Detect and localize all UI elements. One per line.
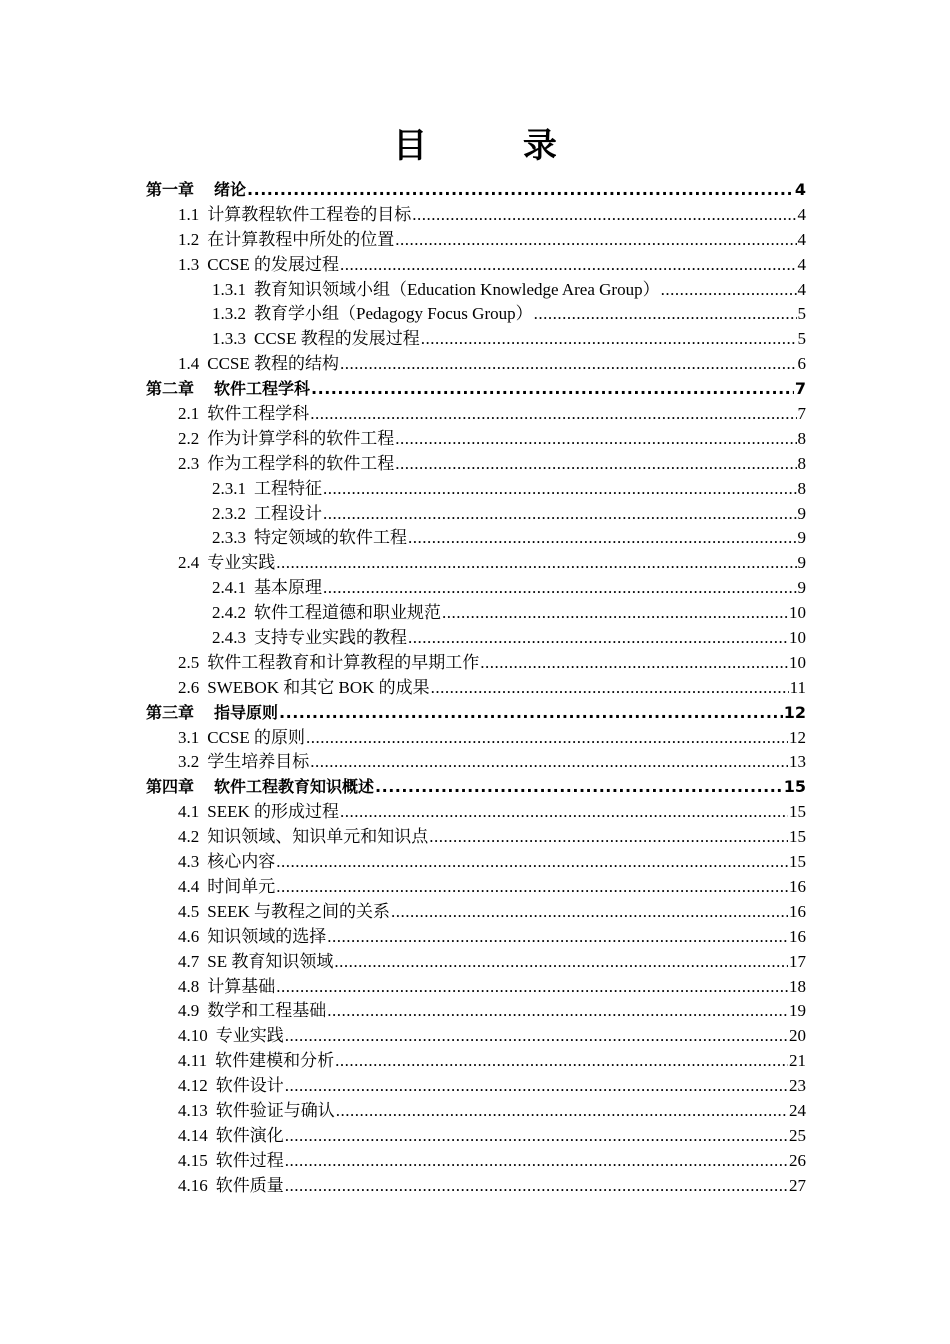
toc-entry-title: 软件工程学科 [214, 379, 311, 399]
toc-entry-title: 计算基础 [207, 976, 276, 996]
toc-section-entry[interactable] [146, 800, 806, 825]
toc-entry-number: 1.2 [178, 229, 200, 249]
toc-entry-number: 1.3.1 [212, 279, 246, 299]
toc-dot-leader [340, 800, 788, 825]
toc-entry-title: 教育学小组（Pedagogy Focus Group） [254, 304, 533, 324]
toc-entry-number: 4.10 [178, 1026, 208, 1046]
toc-entry-number: 2.3 [178, 453, 200, 473]
toc-page-number: 10 [789, 628, 806, 648]
toc-entry-number: 4.7 [178, 951, 200, 971]
toc-entry-number: 4.4 [178, 876, 200, 896]
toc-section-entry[interactable] [146, 1024, 806, 1049]
toc-subsection-entry[interactable] [146, 626, 806, 651]
toc-page-number: 5 [797, 304, 806, 324]
toc-entry-title: 知识领域的选择 [207, 926, 327, 946]
toc-dot-leader [323, 576, 797, 601]
toc-dot-leader [276, 875, 788, 900]
toc-entry-title: 作为计算学科的软件工程 [207, 428, 395, 448]
toc-page-number: 11 [789, 677, 806, 697]
toc-entry-number: 1.3 [178, 254, 200, 274]
toc-section-entry[interactable] [146, 676, 806, 701]
toc-entry-number: 第三章 [146, 702, 195, 722]
toc-entry-number: 1.1 [178, 204, 200, 224]
toc-section-entry[interactable] [146, 999, 806, 1024]
toc-dot-leader [442, 601, 788, 626]
toc-page-number: 9 [797, 528, 806, 548]
toc-section-entry[interactable] [146, 1049, 806, 1074]
toc-dot-leader [279, 701, 783, 726]
toc-section-entry[interactable] [146, 228, 806, 253]
toc-entry-title: CCSE 的原则 [207, 727, 306, 747]
toc-page-number: 26 [789, 1150, 806, 1170]
toc-entry-number: 2.2 [178, 428, 200, 448]
toc-page-number: 18 [789, 976, 806, 996]
toc-entry-number: 3.1 [178, 727, 200, 747]
toc-page-number: 15 [783, 777, 806, 797]
toc-entry-title: 软件质量 [215, 1175, 284, 1195]
toc-dot-leader [534, 302, 797, 327]
toc-page-number: 5 [797, 329, 806, 349]
toc-entry-title: 计算教程软件工程卷的目标 [207, 204, 412, 224]
toc-entry-number: 2.4 [178, 553, 200, 573]
toc-dot-leader [323, 502, 797, 527]
toc-dot-leader [395, 427, 796, 452]
toc-section-entry[interactable] [146, 850, 806, 875]
toc-entry-number: 第一章 [146, 180, 195, 199]
toc-section-entry[interactable] [146, 651, 806, 676]
toc-entry-title: 基本原理 [254, 578, 322, 598]
toc-entry-number: 1.3.2 [212, 304, 246, 324]
toc-dot-leader [285, 1124, 788, 1149]
toc-section-entry[interactable] [146, 1074, 806, 1099]
toc-dot-leader [340, 253, 796, 278]
toc-entry-title: 绪论 [214, 180, 247, 199]
toc-entry-title: CCSE 教程的发展过程 [254, 329, 420, 349]
toc-page-number: 24 [789, 1100, 806, 1120]
toc-subsection-entry[interactable] [146, 526, 806, 551]
toc-page-number: 19 [789, 1001, 806, 1021]
toc-section-entry[interactable] [146, 750, 806, 775]
toc-subsection-entry[interactable] [146, 576, 806, 601]
toc-entry-number: 4.6 [178, 926, 200, 946]
toc-dot-leader [323, 477, 797, 502]
toc-subsection-entry[interactable] [146, 502, 806, 527]
toc-entry-number: 2.3.2 [212, 503, 246, 523]
toc-entry-title: 软件工程道德和职业规范 [254, 603, 441, 623]
toc-entry-number: 4.13 [178, 1100, 208, 1120]
toc-dot-leader [327, 925, 788, 950]
toc-page-number: 9 [797, 553, 806, 573]
toc-page-number: 8 [797, 478, 806, 498]
toc-entry-number: 2.3.3 [212, 528, 246, 548]
toc-entry-title: 教育知识领域小组（Education Knowledge Area Group） [254, 279, 660, 299]
toc-section-entry[interactable] [146, 1149, 806, 1174]
toc-entry-title: SE 教育知识领域 [207, 951, 334, 971]
toc-dot-leader [310, 402, 796, 427]
toc-entry-title: 软件验证与确认 [215, 1100, 335, 1120]
toc-section-entry[interactable] [146, 925, 806, 950]
toc-page-number: 20 [789, 1026, 806, 1046]
toc-entry-title: 专业实践 [215, 1026, 284, 1046]
toc-page-number: 4 [797, 279, 806, 299]
toc-dot-leader [310, 750, 788, 775]
toc-entry-title: 软件过程 [215, 1150, 284, 1170]
toc-entry-number: 2.4.3 [212, 628, 246, 648]
toc-entry-number: 第四章 [146, 777, 195, 797]
toc-subsection-entry[interactable] [146, 302, 806, 327]
toc-entry-number: 4.5 [178, 901, 200, 921]
toc-dot-leader [408, 626, 788, 651]
page-title: 目 录 [393, 126, 599, 166]
toc-entry-title: 知识领域、知识单元和知识点 [207, 827, 429, 847]
toc-dot-leader [412, 203, 796, 228]
toc-dot-leader [340, 352, 796, 377]
toc-entry-number: 4.8 [178, 976, 200, 996]
toc-entry-number: 2.6 [178, 677, 200, 697]
toc-entry-title: SWEBOK 和其它 BOK 的成果 [207, 677, 430, 697]
toc-section-entry[interactable] [146, 203, 806, 228]
toc-entry-number: 第二章 [146, 379, 195, 399]
toc-page-number: 21 [789, 1051, 806, 1071]
toc-page-number: 6 [797, 354, 806, 374]
toc-entry-title: 特定领域的软件工程 [254, 528, 407, 548]
toc-section-entry[interactable] [146, 1174, 806, 1199]
toc-entry-title: 在计算教程中所处的位置 [207, 229, 395, 249]
toc-dot-leader [285, 1149, 788, 1174]
toc-dot-leader [480, 651, 788, 676]
toc-section-entry[interactable] [146, 1124, 806, 1149]
toc-section-entry[interactable] [146, 1099, 806, 1124]
toc-subsection-entry[interactable] [146, 477, 806, 502]
toc-page-number: 15 [789, 852, 806, 872]
toc-page-number: 8 [797, 453, 806, 473]
toc-dot-leader [276, 975, 788, 1000]
toc-dot-leader [247, 178, 794, 203]
toc-entry-title: 软件建模和分析 [215, 1051, 335, 1071]
toc-entry-number: 4.14 [178, 1125, 208, 1145]
toc-dot-leader [335, 1049, 788, 1074]
toc-entry-title: CCSE 教程的结构 [207, 354, 340, 374]
toc-entry-number: 4.16 [178, 1175, 208, 1195]
toc-section-entry[interactable] [146, 950, 806, 975]
toc-dot-leader [395, 452, 796, 477]
toc-page-number: 12 [789, 727, 806, 747]
toc-section-entry[interactable] [146, 253, 806, 278]
toc-page-number: 17 [789, 951, 806, 971]
toc-subsection-entry[interactable] [146, 278, 806, 303]
toc-entry-title: 软件工程学科 [207, 404, 310, 424]
toc-entry-number: 1.4 [178, 354, 200, 374]
toc-entry-number: 2.4.1 [212, 578, 246, 598]
toc-page-number: 4 [794, 180, 806, 199]
table-of-contents [146, 178, 806, 1199]
toc-dot-leader [285, 1024, 788, 1049]
toc-entry-number: 4.3 [178, 852, 200, 872]
toc-dot-leader [285, 1074, 788, 1099]
toc-dot-leader [276, 551, 796, 576]
toc-section-entry[interactable] [146, 900, 806, 925]
toc-chapter-entry[interactable] [146, 775, 806, 800]
toc-page-number: 15 [789, 802, 806, 822]
toc-entry-title: 软件工程教育和计算教程的早期工作 [207, 652, 480, 672]
toc-section-entry[interactable] [146, 402, 806, 427]
toc-section-entry[interactable] [146, 427, 806, 452]
toc-dot-leader [429, 825, 788, 850]
toc-dot-leader [311, 377, 794, 402]
toc-entry-number: 4.2 [178, 827, 200, 847]
toc-page-number: 7 [794, 379, 806, 399]
toc-chapter-entry[interactable] [146, 178, 806, 203]
toc-chapter-entry[interactable] [146, 701, 806, 726]
toc-page-number: 4 [797, 204, 806, 224]
toc-entry-title: SEEK 的形成过程 [207, 802, 339, 822]
toc-page-number: 4 [797, 254, 806, 274]
toc-entry-title: 作为工程学科的软件工程 [207, 453, 395, 473]
toc-entry-title: 学生培养目标 [207, 752, 310, 772]
toc-dot-leader [336, 1099, 788, 1124]
toc-section-entry[interactable] [146, 825, 806, 850]
toc-subsection-entry[interactable] [146, 327, 806, 352]
toc-dot-leader [334, 950, 788, 975]
toc-dot-leader [306, 726, 788, 751]
toc-page-number: 25 [789, 1125, 806, 1145]
toc-dot-leader [421, 327, 797, 352]
toc-entry-number: 4.11 [178, 1051, 208, 1071]
toc-page-number: 12 [783, 702, 806, 722]
toc-entry-number: 2.3.1 [212, 478, 246, 498]
toc-entry-title: SEEK 与教程之间的关系 [207, 901, 390, 921]
toc-page-number: 16 [789, 901, 806, 921]
toc-subsection-entry[interactable] [146, 601, 806, 626]
toc-entry-title: 时间单元 [207, 876, 276, 896]
toc-dot-leader [391, 900, 788, 925]
toc-entry-number: 2.4.2 [212, 603, 246, 623]
toc-entry-title: 核心内容 [207, 852, 276, 872]
toc-dot-leader [431, 676, 789, 701]
toc-page-number: 13 [789, 752, 806, 772]
toc-page-number: 9 [797, 503, 806, 523]
toc-chapter-entry[interactable] [146, 377, 806, 402]
toc-entry-title: 指导原则 [214, 702, 279, 722]
toc-page-number: 15 [789, 827, 806, 847]
toc-entry-title: 工程设计 [254, 503, 322, 523]
toc-entry-title: CCSE 的发展过程 [207, 254, 340, 274]
toc-entry-number: 3.2 [178, 752, 200, 772]
toc-section-entry[interactable] [146, 352, 806, 377]
toc-entry-number: 1.3.3 [212, 329, 246, 349]
toc-dot-leader [395, 228, 796, 253]
toc-page-number: 9 [797, 578, 806, 598]
toc-page-number: 16 [789, 876, 806, 896]
toc-section-entry[interactable] [146, 875, 806, 900]
toc-page-number: 27 [789, 1175, 806, 1195]
toc-dot-leader [375, 775, 783, 800]
toc-dot-leader [327, 999, 788, 1024]
toc-section-entry[interactable] [146, 975, 806, 1000]
toc-entry-number: 4.12 [178, 1076, 208, 1096]
toc-entry-number: 2.1 [178, 404, 200, 424]
toc-entry-title: 数学和工程基础 [207, 1001, 327, 1021]
toc-page-number: 4 [797, 229, 806, 249]
toc-page-number: 10 [789, 603, 806, 623]
toc-entry-title: 软件演化 [215, 1125, 284, 1145]
toc-section-entry[interactable] [146, 551, 806, 576]
toc-dot-leader [661, 278, 797, 303]
toc-entry-number: 4.15 [178, 1150, 208, 1170]
toc-page-number: 23 [789, 1076, 806, 1096]
toc-page-number: 8 [797, 428, 806, 448]
toc-dot-leader [276, 850, 788, 875]
toc-entry-title: 工程特征 [254, 478, 322, 498]
toc-entry-number: 4.9 [178, 1001, 200, 1021]
toc-entry-title: 支持专业实践的教程 [254, 628, 407, 648]
toc-dot-leader [408, 526, 797, 551]
toc-page-number: 16 [789, 926, 806, 946]
toc-entry-number: 4.1 [178, 802, 200, 822]
toc-page-number: 10 [789, 652, 806, 672]
toc-dot-leader [285, 1174, 788, 1199]
toc-section-entry[interactable] [146, 726, 806, 751]
toc-page-number: 7 [797, 404, 806, 424]
toc-entry-title: 专业实践 [207, 553, 276, 573]
toc-section-entry[interactable] [146, 452, 806, 477]
toc-entry-title: 软件工程教育知识概述 [214, 777, 375, 797]
toc-entry-number: 2.5 [178, 652, 200, 672]
toc-entry-title: 软件设计 [215, 1076, 284, 1096]
